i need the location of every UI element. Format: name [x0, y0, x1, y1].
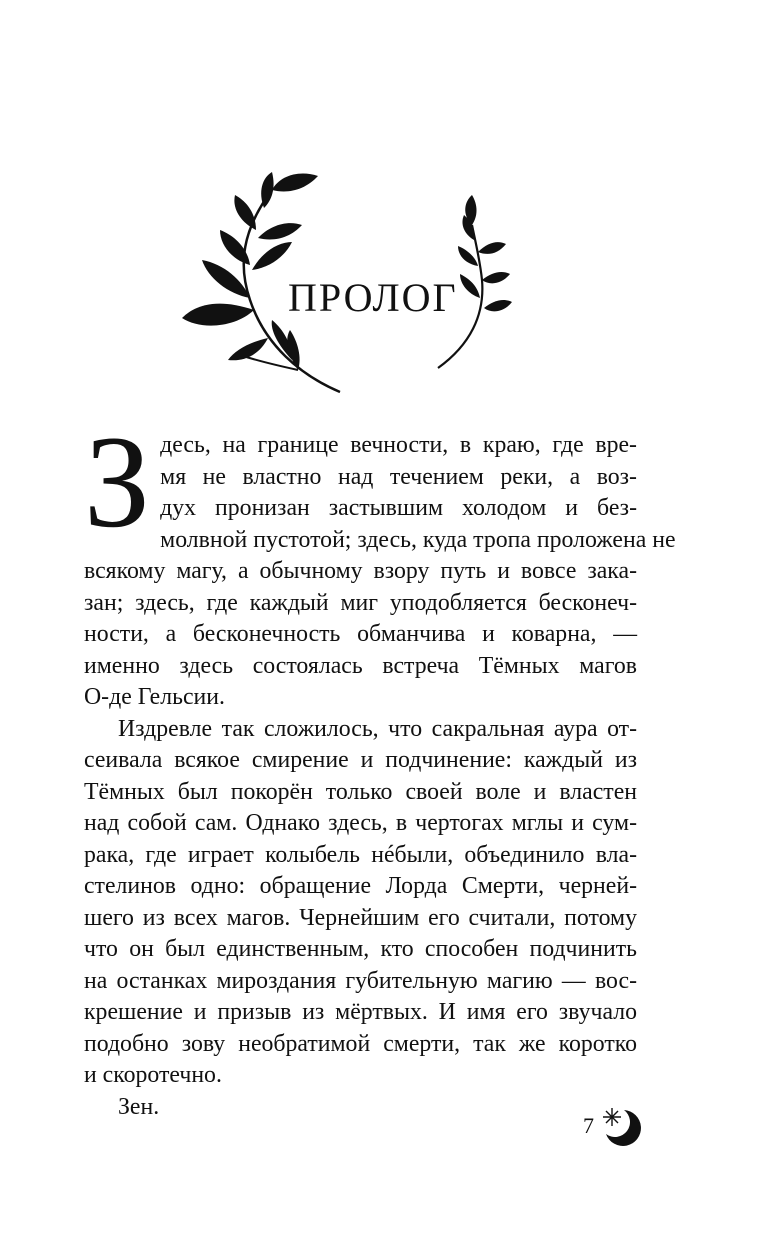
text-line: молвной пустотой; здесь, куда тропа проложена не: [160, 526, 676, 553]
text-line: сеивала всякое смирение и подчинение: каждый из: [84, 747, 637, 773]
text-line: подобно зову необратимой смерти, так же коротко: [84, 1030, 637, 1057]
text-line: над собой сам. Однако здесь, в чертогах мглы и сум-: [84, 810, 637, 836]
star-crescent-moon-icon: [598, 1104, 642, 1148]
text-line: десь, на границе вечности, в краю, где вре-: [160, 432, 637, 458]
text-line: стелинов одно: обращение Лорда Смерти, черней-: [84, 873, 637, 899]
text-line: Тёмных был покорён только своей воле и властен: [84, 778, 637, 805]
text-line: мя не властно над течением реки, а воз-: [160, 463, 637, 490]
text-line: зан; здесь, где каждый миг уподобляется бесконеч-: [84, 589, 637, 616]
paragraph: [84, 714, 637, 1092]
chapter-title: ПРОЛОГ: [288, 275, 458, 320]
text-line: и скоротечно.: [84, 1062, 222, 1088]
page-number: 7: [583, 1113, 594, 1138]
text-line: Зен.: [118, 1093, 160, 1120]
text-line: дух пронизан застывшим холодом и без-: [160, 495, 637, 521]
paragraph: [84, 408, 676, 714]
text-line: крешение и призыв из мёртвых. И имя его звучало: [84, 999, 637, 1025]
text-line: Издревле так сложилось, что сакральная аура от-: [118, 715, 637, 742]
page-footer: [583, 1104, 642, 1148]
drop-cap: З: [84, 408, 151, 555]
text-line: что он был единственным, кто способен подчинить: [84, 936, 637, 962]
chapter-heading: [180, 170, 540, 400]
text-line: именно здесь состоялась встреча Тёмных магов: [84, 652, 637, 679]
body-text: [84, 408, 676, 1123]
text-line: О-де Гельсии.: [84, 684, 225, 710]
text-line: шего из всех магов. Чернейшим его считали, потому: [84, 904, 637, 931]
paragraph: [84, 1092, 637, 1124]
text-line: на останках мироздания губительную магию — вос-: [84, 967, 637, 994]
text-line: ности, а бесконечность обманчива и коварна, —: [84, 621, 637, 647]
text-line: всякому магу, а обычному взору путь и вовсе зака-: [84, 558, 637, 584]
text-line: рака, где играет колыбель нéбыли, объединило вла-: [84, 841, 637, 868]
